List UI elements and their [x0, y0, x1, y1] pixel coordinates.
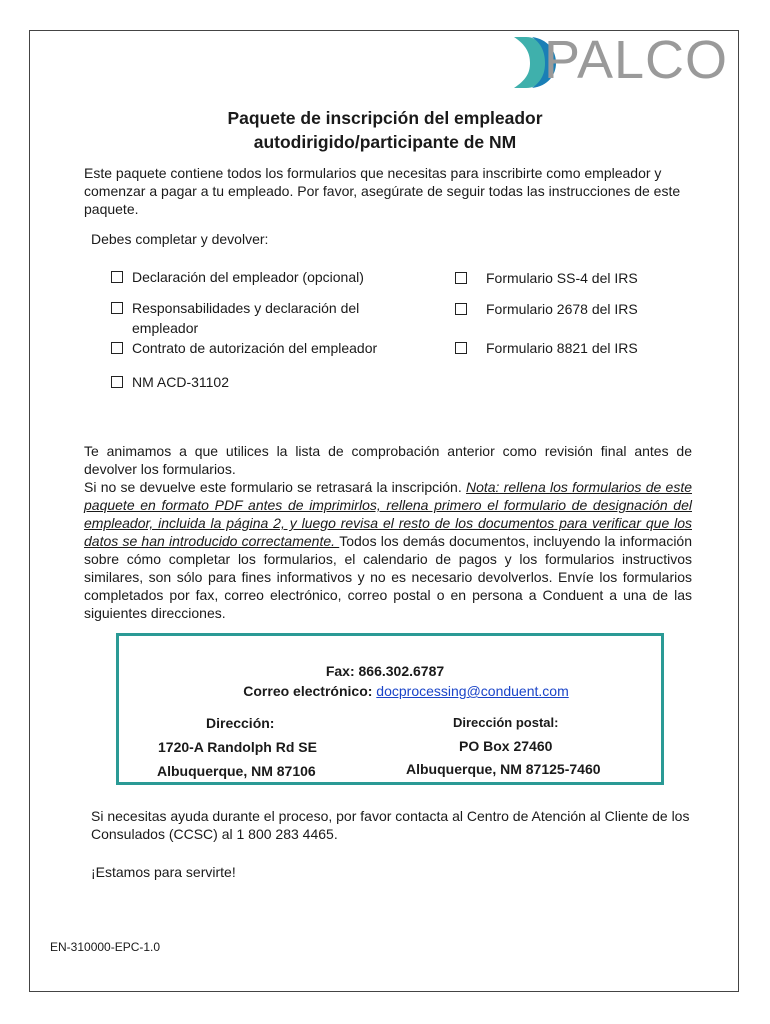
- email-line: [0, 682, 770, 700]
- checklist-item-nm-acd[interactable]: [111, 373, 229, 391]
- email-label: Correo electrónico:: [243, 683, 377, 699]
- checklist-item-authorization-contract[interactable]: [111, 339, 377, 357]
- fax-number: Fax: 866.302.6787: [325, 663, 445, 679]
- instructions-paragraph: [84, 442, 692, 622]
- checklist-item-employer-declaration[interactable]: [111, 268, 364, 286]
- page-title-line1: Paquete de inscripción del empleador: [227, 108, 543, 128]
- checklist-label: Formulario 8821 del IRS: [486, 340, 638, 356]
- email-link[interactable]: docprocessing@conduent.com: [376, 683, 569, 699]
- postal-label: Dirección postal:: [453, 715, 559, 730]
- checklist-item-ss4[interactable]: [455, 269, 638, 287]
- checkbox[interactable]: [111, 342, 123, 354]
- checklist-item-responsibilities[interactable]: [111, 299, 359, 317]
- must-complete-label: Debes completar y devolver:: [91, 231, 269, 247]
- palco-logo-text: PALCO: [544, 30, 729, 90]
- postal-line2: Albuquerque, NM 87125-7460: [406, 761, 601, 777]
- checklist-item-8821[interactable]: [455, 339, 638, 357]
- checkbox[interactable]: [111, 376, 123, 388]
- checklist-item-2678[interactable]: [455, 300, 638, 318]
- checkbox[interactable]: [455, 272, 467, 284]
- closing-text: ¡Estamos para servirte!: [91, 864, 236, 880]
- checkbox[interactable]: [455, 303, 467, 315]
- checklist-label: Formulario 2678 del IRS: [486, 301, 638, 317]
- checkbox[interactable]: [455, 342, 467, 354]
- checklist-label: Declaración del empleador (opcional): [132, 269, 364, 285]
- instructions-p1: Te animamos a que utilices la lista de comprobación anterior como revisión final antes de devolver los formularios.: [84, 443, 692, 477]
- checklist-label: NM ACD-31102: [132, 374, 230, 390]
- address-label: Dirección:: [206, 715, 275, 731]
- postal-line1: PO Box 27460: [459, 738, 553, 754]
- instructions-note-underlined: Nota: rellena los formularios de este paquete en formato PDF antes de imprimirlos, rellena primero el formulario de designación del empleador, incluida la página 2, y luego revisa el resto de los documentos para verificar que los datos se han introducido correctamente.: [84, 479, 692, 549]
- address-line2: Albuquerque, NM 87106: [157, 763, 316, 779]
- intro-paragraph: Este paquete contiene todos los formularios que necesitas para inscribirte como empleador y comenzar a pagar a tu empleado. Por favor, asegúrate de seguir todas las instrucciones de este paquete.: [84, 165, 681, 217]
- help-paragraph: Si necesitas ayuda durante el proceso, por favor contacta al Centro de Atención al Cliente de los Consulados (CCSC) al 1 800 283 4465.: [91, 808, 690, 842]
- address-line1: 1720-A Randolph Rd SE: [158, 739, 317, 755]
- checkbox[interactable]: [111, 271, 123, 283]
- checklist-label-continuation: empleador: [132, 320, 199, 336]
- checklist-label: Formulario SS-4 del IRS: [486, 270, 638, 286]
- instructions-p2-end: Todos los demás documentos, incluyendo la información sobre cómo completar los formularios, el calendario de pagos y los formularios instructivos similares, son sólo para fines informativos y no es necesario devolverlos. Envíe los formularios completados por fax, correo electrónico, correo postal o en persona a Conduent a una de las siguientes direcciones.: [84, 533, 692, 621]
- checklist-label: Responsabilidades y declaración del: [132, 300, 360, 316]
- page-title-line2: autodirigido/participante de NM: [253, 132, 517, 152]
- form-code: EN-310000-EPC-1.0: [50, 940, 161, 954]
- checkbox[interactable]: [111, 302, 123, 314]
- checklist-label: Contrato de autorización del empleador: [132, 340, 378, 356]
- instructions-p2-start: Si no se devuelve este formulario se retrasará la inscripción.: [84, 479, 466, 495]
